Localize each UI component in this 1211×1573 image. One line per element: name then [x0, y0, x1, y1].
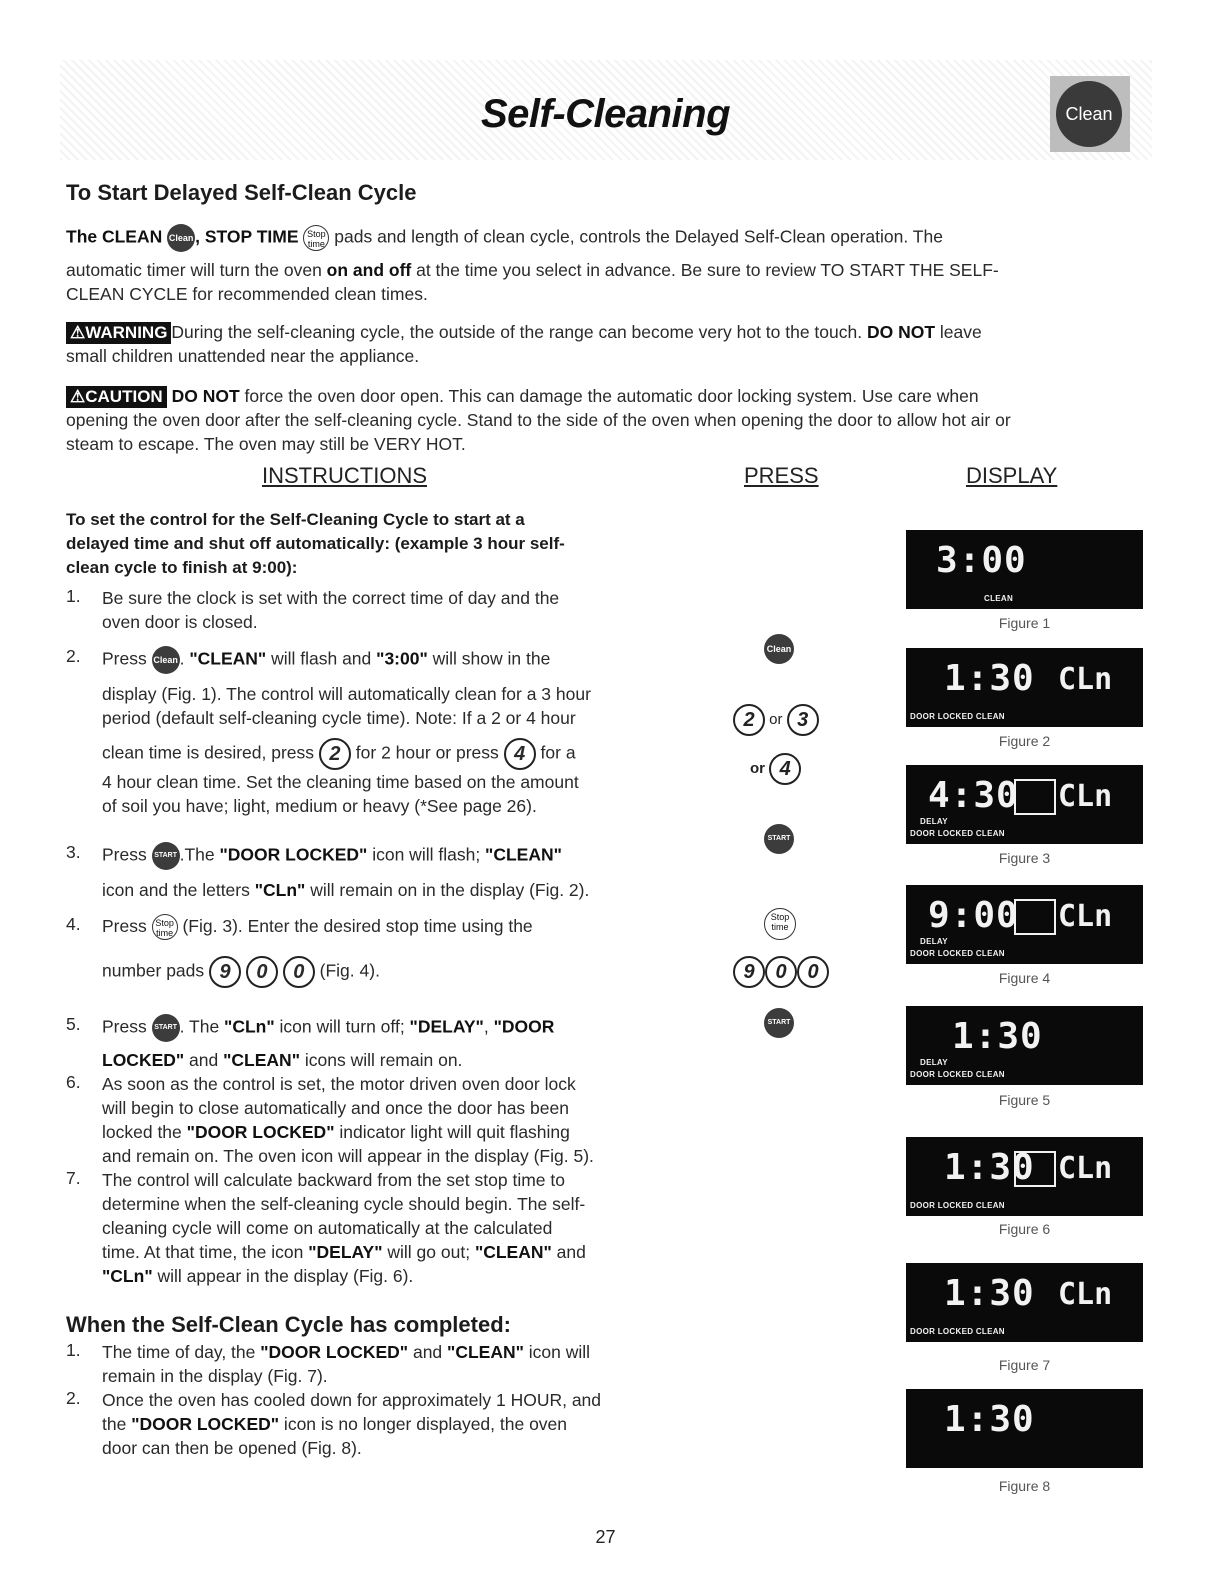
three-pad-icon: 3	[787, 704, 819, 736]
clean-logo	[1050, 76, 1130, 152]
page-title: Self-Cleaning	[480, 92, 731, 136]
zero-pad-icon: 0	[246, 956, 278, 988]
press-or-four: or 4	[750, 753, 801, 785]
press-start-pad	[764, 824, 794, 854]
zero-pad-icon: 0	[765, 956, 797, 988]
press-two-or-three: 2 or 3	[733, 704, 819, 736]
zero-pad-icon: 0	[797, 956, 829, 988]
display-figure-1: 3:00 CLEAN	[906, 530, 1143, 609]
press-nine-zero-zero	[733, 956, 829, 988]
oven-icon	[1014, 779, 1056, 815]
clean-pad-icon: Clean	[152, 646, 180, 674]
clean-pad-icon: Clean	[764, 634, 794, 664]
press-start-pad	[764, 1008, 794, 1038]
display-figure-2: 1:30 CLn DOOR LOCKED CLEAN	[906, 648, 1143, 727]
section-title-completed: When the Self-Clean Cycle has completed:	[66, 1312, 511, 1337]
caution-badge: ⚠CAUTION	[66, 386, 167, 408]
figure-caption: Figure 3	[998, 850, 1051, 866]
oven-icon	[1014, 1151, 1056, 1187]
display-figure-4: 9:00 CLn DELAY DOOR LOCKED CLEAN	[906, 885, 1143, 964]
oven-icon	[1014, 899, 1056, 935]
stop-time-pad-icon: Stop time	[303, 225, 329, 251]
display-figure-3: 4:30 CLn DELAY DOOR LOCKED CLEAN	[906, 765, 1143, 844]
stop-time-pad-icon: Stop time	[764, 908, 796, 940]
press-stop-time-pad	[764, 908, 796, 940]
nine-pad-icon: 9	[733, 956, 765, 988]
start-pad-icon: START	[764, 1008, 794, 1038]
zero-pad-icon: 0	[283, 956, 315, 988]
display-figure-5: 1:30 DELAY DOOR LOCKED CLEAN	[906, 1006, 1143, 1085]
clean-icon: Clean	[1056, 81, 1122, 147]
press-clean-pad	[764, 634, 794, 664]
column-press: PRESS	[744, 463, 819, 488]
warning-paragraph: ⚠WARNING During the self-cleaning cycle, the outside of the range can become very hot to the touch. DO NOT leave small children unattended near the appliance.	[66, 322, 982, 366]
column-instructions: INSTRUCTIONS	[262, 463, 427, 488]
intro-paragraph: The CLEAN Clean , STOP TIME Stop time pads and length of clean cycle, controls the Delayed Self-Clean operation. The automatic timer will turn the oven on and off at the time you select in advance. Be sure to review TO START THE SELF- CLEAN CYCLE for recommended clean times.	[66, 224, 1156, 306]
stop-time-pad-icon: Stop time	[152, 914, 178, 940]
start-pad-icon: START	[764, 824, 794, 854]
section-title-delayed-clean: To Start Delayed Self-Clean Cycle	[66, 180, 417, 205]
figure-caption: Figure 7	[998, 1357, 1051, 1373]
figure-caption: Figure 6	[998, 1221, 1051, 1237]
display-figure-8: 1:30	[906, 1389, 1143, 1468]
display-figure-7: 1:30 CLn DOOR LOCKED CLEAN	[906, 1263, 1143, 1342]
setup-heading: To set the control for the Self-Cleaning Cycle to start at a delayed time and shut off automatically: (example 3 hour self- clean cycle to finish at 9:00):	[66, 510, 565, 577]
figure-caption: Figure 1	[998, 615, 1051, 631]
start-pad-icon: START	[152, 842, 180, 870]
clean-pad-icon: Clean	[167, 224, 195, 252]
page-number: 27	[595, 1527, 616, 1547]
nine-pad-icon: 9	[209, 956, 241, 988]
two-pad-icon: 2	[733, 704, 765, 736]
figure-caption: Figure 4	[998, 970, 1051, 986]
caution-paragraph: ⚠CAUTION DO NOT force the oven door open. This can damage the automatic door locking system. Use care when opening the oven door after the self-cleaning cycle. Stand to the side of the oven when opening the door to allow hot air or steam to escape. The oven may still be VERY HOT.	[66, 386, 1011, 454]
display-figure-6: 1:30 CLn DOOR LOCKED CLEAN	[906, 1137, 1143, 1216]
four-pad-icon: 4	[769, 753, 801, 785]
start-pad-icon: START	[152, 1014, 180, 1042]
column-display: DISPLAY	[966, 463, 1058, 488]
figure-caption: Figure 2	[998, 733, 1051, 749]
figure-caption: Figure 8	[998, 1478, 1051, 1494]
figure-caption: Figure 5	[998, 1092, 1051, 1108]
warning-badge: ⚠WARNING	[66, 322, 171, 344]
two-pad-icon: 2	[319, 738, 351, 770]
four-pad-icon: 4	[504, 738, 536, 770]
